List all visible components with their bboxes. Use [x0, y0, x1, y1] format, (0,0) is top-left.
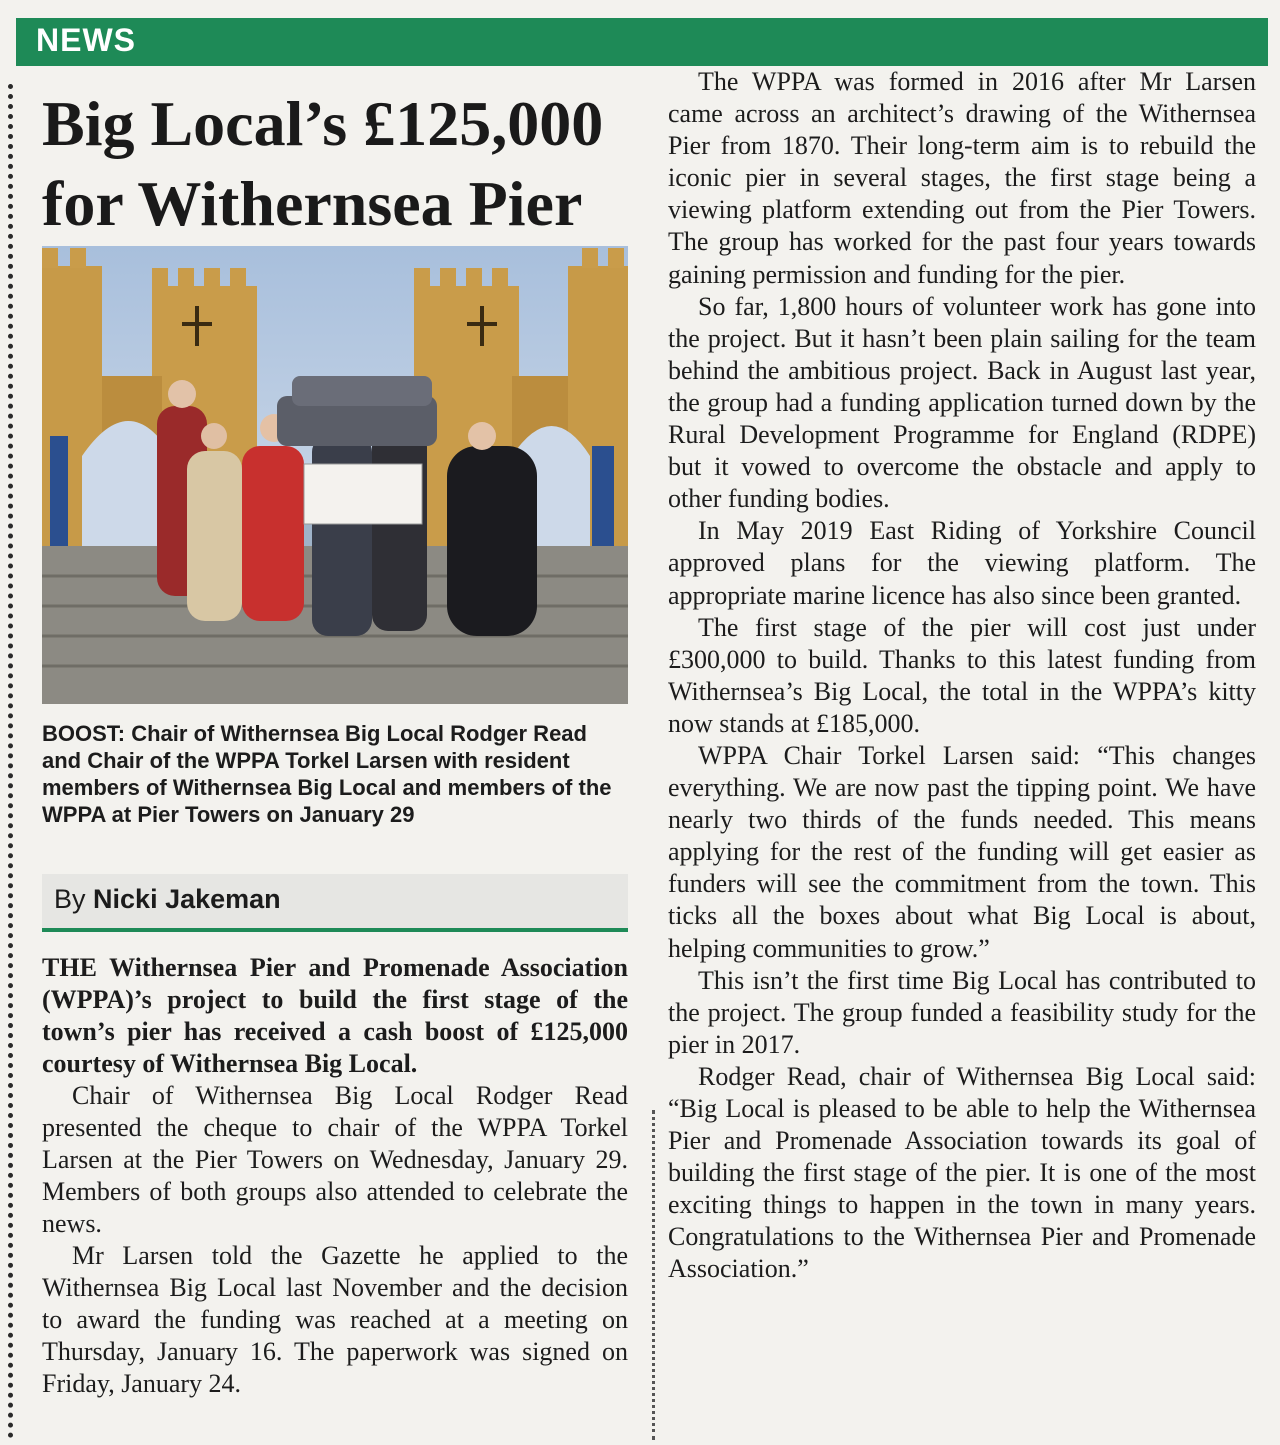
body-paragraph: The WPPA was formed in 2016 after Mr Larsen came across an architect’s drawing of the Withernsea Pier from 1870. Their long-term aim is to rebuild the iconic pier in several stages, the first stage being a viewing platform extending out from the Pier Towers. The group has worked for the past four years towards gaining permission and funding for the pier. — [668, 67, 1256, 289]
body-paragraph: In May 2019 East Riding of Yorkshire Council approved plans for the viewing platform. The appropriate marine licence has also since been granted. — [668, 516, 1256, 610]
headline: Big Local’s £125,000 for Withernsea Pier — [42, 88, 604, 239]
lead-paragraph: THE Withernsea Pier and Promenade Association (WPPA)’s project to build the first stage of the town’s pier has received a cash boost of £125,000 courtesy of Withernsea Big Local. — [42, 953, 628, 1078]
section-label: NEWS — [36, 22, 136, 58]
body-paragraph: Mr Larsen told the Gazette he applied to the Withernsea Big Local last November and the decision to award the funding was reached at a meeting on Thursday, January 16. The paperwork was signed on Friday, January 24. — [42, 1241, 628, 1398]
byline — [42, 874, 628, 932]
article-photo — [42, 246, 628, 704]
photo-caption: BOOST: Chair of Withernsea Big Local Rodger Read and Chair of the WPPA Torkel Larsen with resident members of Withernsea Big Local and members of the WPPA at Pier Towers on January 29 — [42, 721, 612, 827]
article-body-right-column — [668, 66, 1256, 1286]
column-rule-left — [8, 84, 13, 1439]
body-paragraph: Rodger Read, chair of Withernsea Big Local said: “Big Local is pleased to be able to help the Withernsea Pier and Promenade Association towards its goal of building the first stage of the pier. It is one of the most exciting things to happen in the town in many years. Congratulations to the Withernsea Pier and Promenade Association.” — [668, 1061, 1256, 1284]
pier-towers-group-photo-image — [42, 246, 628, 704]
body-paragraph: WPPA Chair Torkel Larsen said: “This changes everything. We are now past the tipping point. We have nearly two thirds of the funds needed. This means applying for the rest of the funding will get easier as funders will see the commitment from the town. This ticks all the boxes about what Big Local is about, helping communities to grow.” — [668, 740, 1256, 963]
byline-author: Nicki Jakeman — [93, 884, 281, 914]
column-rule-middle — [652, 1110, 655, 1440]
byline-prefix: By — [54, 884, 86, 914]
section-banner — [16, 18, 1268, 66]
body-paragraph: So far, 1,800 hours of volunteer work has gone into the project. But it hasn’t been plain sailing for the team behind the ambitious project. Back in August last year, the group had a funding application turned down by the Rural Development Programme for England (RDPE) but it vowed to overcome the obstacle and apply to other funding bodies. — [668, 291, 1256, 514]
body-paragraph: Chair of Withernsea Big Local Rodger Read presented the cheque to chair of the WPPA Torkel Larsen at the Pier Towers on Wednesday, January 29. Members of both groups also attended to celebrate the news. — [42, 1081, 628, 1238]
body-paragraph: This isn’t the first time Big Local has contributed to the project. The group funded a feasibility study for the pier in 2017. — [668, 965, 1256, 1059]
article-body-left-column — [42, 952, 628, 1400]
body-paragraph: The first stage of the pier will cost just under £300,000 to build. Thanks to this latest funding from Withernsea’s Big Local, the total in the WPPA’s kitty now stands at £185,000. — [668, 612, 1256, 738]
